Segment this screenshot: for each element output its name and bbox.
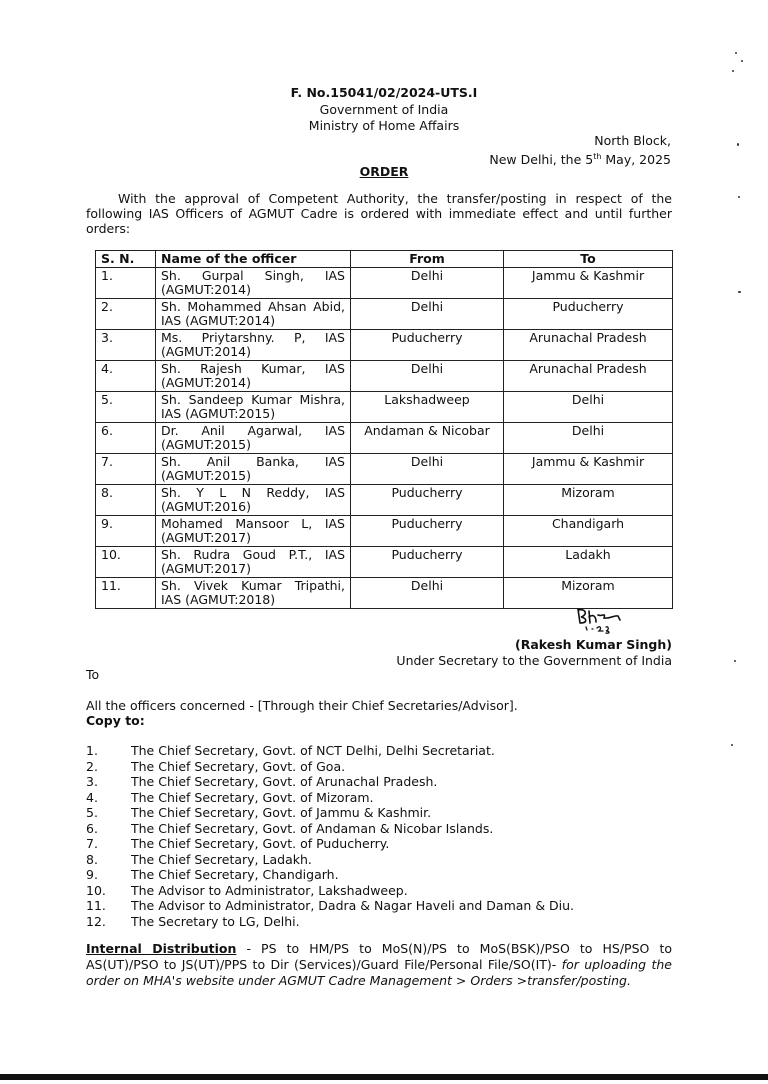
- cell-to: Jammu & Kashmir: [504, 267, 673, 298]
- cell-from: Delhi: [351, 453, 504, 484]
- list-item-number: 3.: [86, 774, 98, 789]
- officer-name-line2: (AGMUT:2015): [161, 468, 251, 483]
- list-item: [86, 898, 574, 914]
- cell-officer-name: [156, 360, 351, 391]
- table-row: [96, 422, 673, 453]
- internal-distribution: [86, 941, 672, 989]
- cell-to: Delhi: [504, 391, 673, 422]
- cell-to: Delhi: [504, 422, 673, 453]
- date: New Delhi, the 5th May, 2025: [489, 152, 671, 168]
- list-item-number: 10.: [86, 882, 106, 898]
- list-item: [86, 774, 574, 790]
- cell-to: Arunachal Pradesh: [504, 329, 673, 360]
- list-item-text: The Chief Secretary, Govt. of NCT Delhi, Delhi Secretariat.: [131, 743, 495, 758]
- scan-bottom-edge: [0, 1074, 768, 1080]
- officer-name-line1: Ms. Priytarshny. P, IAS: [161, 329, 345, 345]
- officer-name-line2: IAS (AGMUT:2015): [161, 406, 276, 421]
- list-item-number: 8.: [86, 851, 98, 867]
- cell-officer-name: [156, 329, 351, 360]
- signatory-name: (Rakesh Kumar Singh): [514, 637, 672, 652]
- cell-sn: 11.: [96, 577, 156, 608]
- officers-table-body: [96, 267, 673, 608]
- place: North Block,: [594, 133, 671, 148]
- table-row: [96, 484, 673, 515]
- list-item-number: 4.: [86, 789, 98, 805]
- list-item: [86, 867, 574, 883]
- scan-speck: [732, 70, 734, 72]
- list-item-number: 9.: [86, 867, 98, 882]
- officer-name-line2: (AGMUT:2017): [161, 561, 251, 576]
- table-row: [96, 298, 673, 329]
- list-item-text: The Chief Secretary, Govt. of Puducherry.: [131, 836, 390, 851]
- cell-to: Puducherry: [504, 298, 673, 329]
- officer-name-line2: (AGMUT:2016): [161, 499, 251, 514]
- list-item-number: 12.: [86, 913, 106, 929]
- officer-name-line1: Sh. Vivek Kumar Tripathi,: [161, 577, 345, 593]
- table-header-row: [96, 251, 673, 268]
- cell-from: Delhi: [351, 267, 504, 298]
- list-item: [86, 805, 574, 821]
- cell-officer-name: [156, 515, 351, 546]
- list-item-text: The Chief Secretary, Ladakh.: [131, 851, 312, 867]
- officer-name-line2: (AGMUT:2014): [161, 375, 251, 390]
- cell-sn: 10.: [96, 546, 156, 577]
- officer-name-line1: Dr. Anil Agarwal, IAS: [161, 422, 345, 438]
- cell-to: Arunachal Pradesh: [504, 360, 673, 391]
- cell-to: Ladakh: [504, 546, 673, 577]
- internal-distribution-note: for uploading the order on MHA's website under AGMUT Cadre Management > Orders >transfer/posting.: [86, 957, 672, 988]
- officer-name-line1: Sh. Sandeep Kumar Mishra,: [161, 391, 345, 407]
- cell-to: Jammu & Kashmir: [504, 453, 673, 484]
- list-item-text: The Advisor to Administrator, Lakshadweep.: [131, 882, 408, 898]
- intro-paragraph: With the approval of Competent Authority, the transfer/posting in respect of the following IAS Officers of AGMUT Cadre is ordered with immediate effect and until further orders:: [86, 191, 672, 236]
- cell-from: Lakshadweep: [351, 391, 504, 422]
- cell-sn: 9.: [96, 515, 156, 546]
- list-item-number: 7.: [86, 836, 98, 851]
- cell-from: Puducherry: [351, 329, 504, 360]
- cell-sn: 7.: [96, 453, 156, 484]
- cell-officer-name: [156, 391, 351, 422]
- list-item-number: 5.: [86, 805, 98, 820]
- list-item-text: The Chief Secretary, Chandigarh.: [131, 867, 339, 882]
- list-item: [86, 790, 574, 806]
- cell-sn: 2.: [96, 298, 156, 329]
- officer-name-line2: (AGMUT:2014): [161, 344, 251, 359]
- scan-speck: [738, 196, 740, 198]
- place-date: [489, 133, 671, 168]
- officer-name-line2: IAS (AGMUT:2018): [161, 592, 276, 607]
- list-item: [86, 821, 574, 837]
- scan-speck: [738, 291, 741, 293]
- file-number: F. No.15041/02/2024-UTS.I: [290, 85, 478, 100]
- officer-name-line1: Mohamed Mansoor L, IAS: [161, 515, 345, 531]
- list-item-text: The Chief Secretary, Govt. of Andaman & Nicobar Islands.: [131, 820, 494, 836]
- cell-from: Puducherry: [351, 515, 504, 546]
- list-item-text: The Advisor to Administrator, Dadra & Nagar Haveli and Daman & Diu.: [131, 898, 575, 913]
- header-name: Name of the officer: [156, 251, 351, 268]
- scan-speck: [731, 744, 733, 746]
- government-name: Government of India: [319, 102, 449, 117]
- cell-sn: 4.: [96, 360, 156, 391]
- signature-image: [556, 603, 646, 639]
- list-item: [86, 759, 574, 775]
- cell-sn: 3.: [96, 329, 156, 360]
- officer-name-line1: Sh. Y L N Reddy, IAS: [161, 484, 345, 500]
- cell-to: Mizoram: [504, 577, 673, 608]
- cell-from: Andaman & Nicobar: [351, 422, 504, 453]
- officer-name-line1: Sh. Gurpal Singh, IAS: [161, 267, 345, 283]
- header-to: To: [504, 251, 673, 268]
- officer-name-line1: Sh. Anil Banka, IAS: [161, 453, 345, 469]
- cell-officer-name: [156, 267, 351, 298]
- officer-name-line1: Sh. Rajesh Kumar, IAS: [161, 360, 345, 376]
- table-row: [96, 515, 673, 546]
- scan-speck: [735, 52, 737, 54]
- list-item-number: 6.: [86, 820, 98, 836]
- list-item: [86, 914, 574, 930]
- table-row: [96, 360, 673, 391]
- cell-sn: 8.: [96, 484, 156, 515]
- list-item-text: The Chief Secretary, Govt. of Arunachal Pradesh.: [131, 774, 438, 789]
- cell-officer-name: [156, 546, 351, 577]
- cell-officer-name: [156, 453, 351, 484]
- copy-to-label: Copy to:: [86, 713, 145, 728]
- scan-speck: [741, 60, 743, 62]
- table-row: [96, 546, 673, 577]
- officer-name-line2: (AGMUT:2015): [161, 437, 251, 452]
- signatory-designation: Under Secretary to the Government of India: [396, 653, 672, 668]
- cell-from: Delhi: [351, 577, 504, 608]
- header-sn: S. N.: [96, 251, 156, 268]
- list-item: [86, 852, 574, 868]
- cell-from: Puducherry: [351, 484, 504, 515]
- cell-officer-name: [156, 484, 351, 515]
- cell-to: Mizoram: [504, 484, 673, 515]
- cell-officer-name: [156, 422, 351, 453]
- officer-name-line2: IAS (AGMUT:2014): [161, 313, 276, 328]
- officer-name-line1: Sh. Mohammed Ahsan Abid,: [161, 298, 345, 314]
- cell-to: Chandigarh: [504, 515, 673, 546]
- table-row: [96, 453, 673, 484]
- list-item-text: The Chief Secretary, Govt. of Mizoram.: [131, 789, 374, 805]
- scan-speck: [737, 143, 739, 146]
- cell-officer-name: [156, 577, 351, 608]
- recipients-line: All the officers concerned - [Through their Chief Secretaries/Advisor].: [86, 698, 518, 713]
- list-item-number: 11.: [86, 898, 106, 913]
- list-item-number: 2.: [86, 758, 98, 774]
- list-item: [86, 836, 574, 852]
- officer-name-line2: (AGMUT:2014): [161, 282, 251, 297]
- ministry-name: Ministry of Home Affairs: [308, 118, 460, 133]
- cell-sn: 1.: [96, 267, 156, 298]
- list-item-number: 1.: [86, 743, 98, 758]
- officers-table: [95, 250, 673, 609]
- scan-speck: [734, 660, 736, 662]
- copy-to-list: [86, 743, 574, 929]
- officer-name-line1: Sh. Rudra Goud P.T., IAS: [161, 546, 345, 562]
- header-from: From: [351, 251, 504, 268]
- list-item: [86, 743, 574, 759]
- internal-distribution-label: Internal Distribution: [86, 941, 237, 956]
- cell-from: Puducherry: [351, 546, 504, 577]
- table-row: [96, 267, 673, 298]
- order-title: ORDER: [359, 164, 409, 179]
- list-item: [86, 883, 574, 899]
- list-item-text: The Chief Secretary, Govt. of Goa.: [131, 758, 346, 774]
- cell-officer-name: [156, 298, 351, 329]
- to-label: To: [86, 667, 100, 682]
- list-item-text: The Chief Secretary, Govt. of Jammu & Kashmir.: [131, 805, 432, 820]
- cell-from: Delhi: [351, 360, 504, 391]
- internal-distribution-text: - PS to HM/PS to MoS(N)/PS to MoS(BSK)/PSO to HS/PSO to AS(UT)/PSO to JS(UT)/PPS to Dir (Services)/Guard File/Personal File/SO(IT)-: [86, 941, 672, 972]
- table-row: [96, 391, 673, 422]
- cell-sn: 5.: [96, 391, 156, 422]
- cell-sn: 6.: [96, 422, 156, 453]
- cell-from: Delhi: [351, 298, 504, 329]
- list-item-text: The Secretary to LG, Delhi.: [131, 913, 300, 929]
- officer-name-line2: (AGMUT:2017): [161, 530, 251, 545]
- table-row: [96, 329, 673, 360]
